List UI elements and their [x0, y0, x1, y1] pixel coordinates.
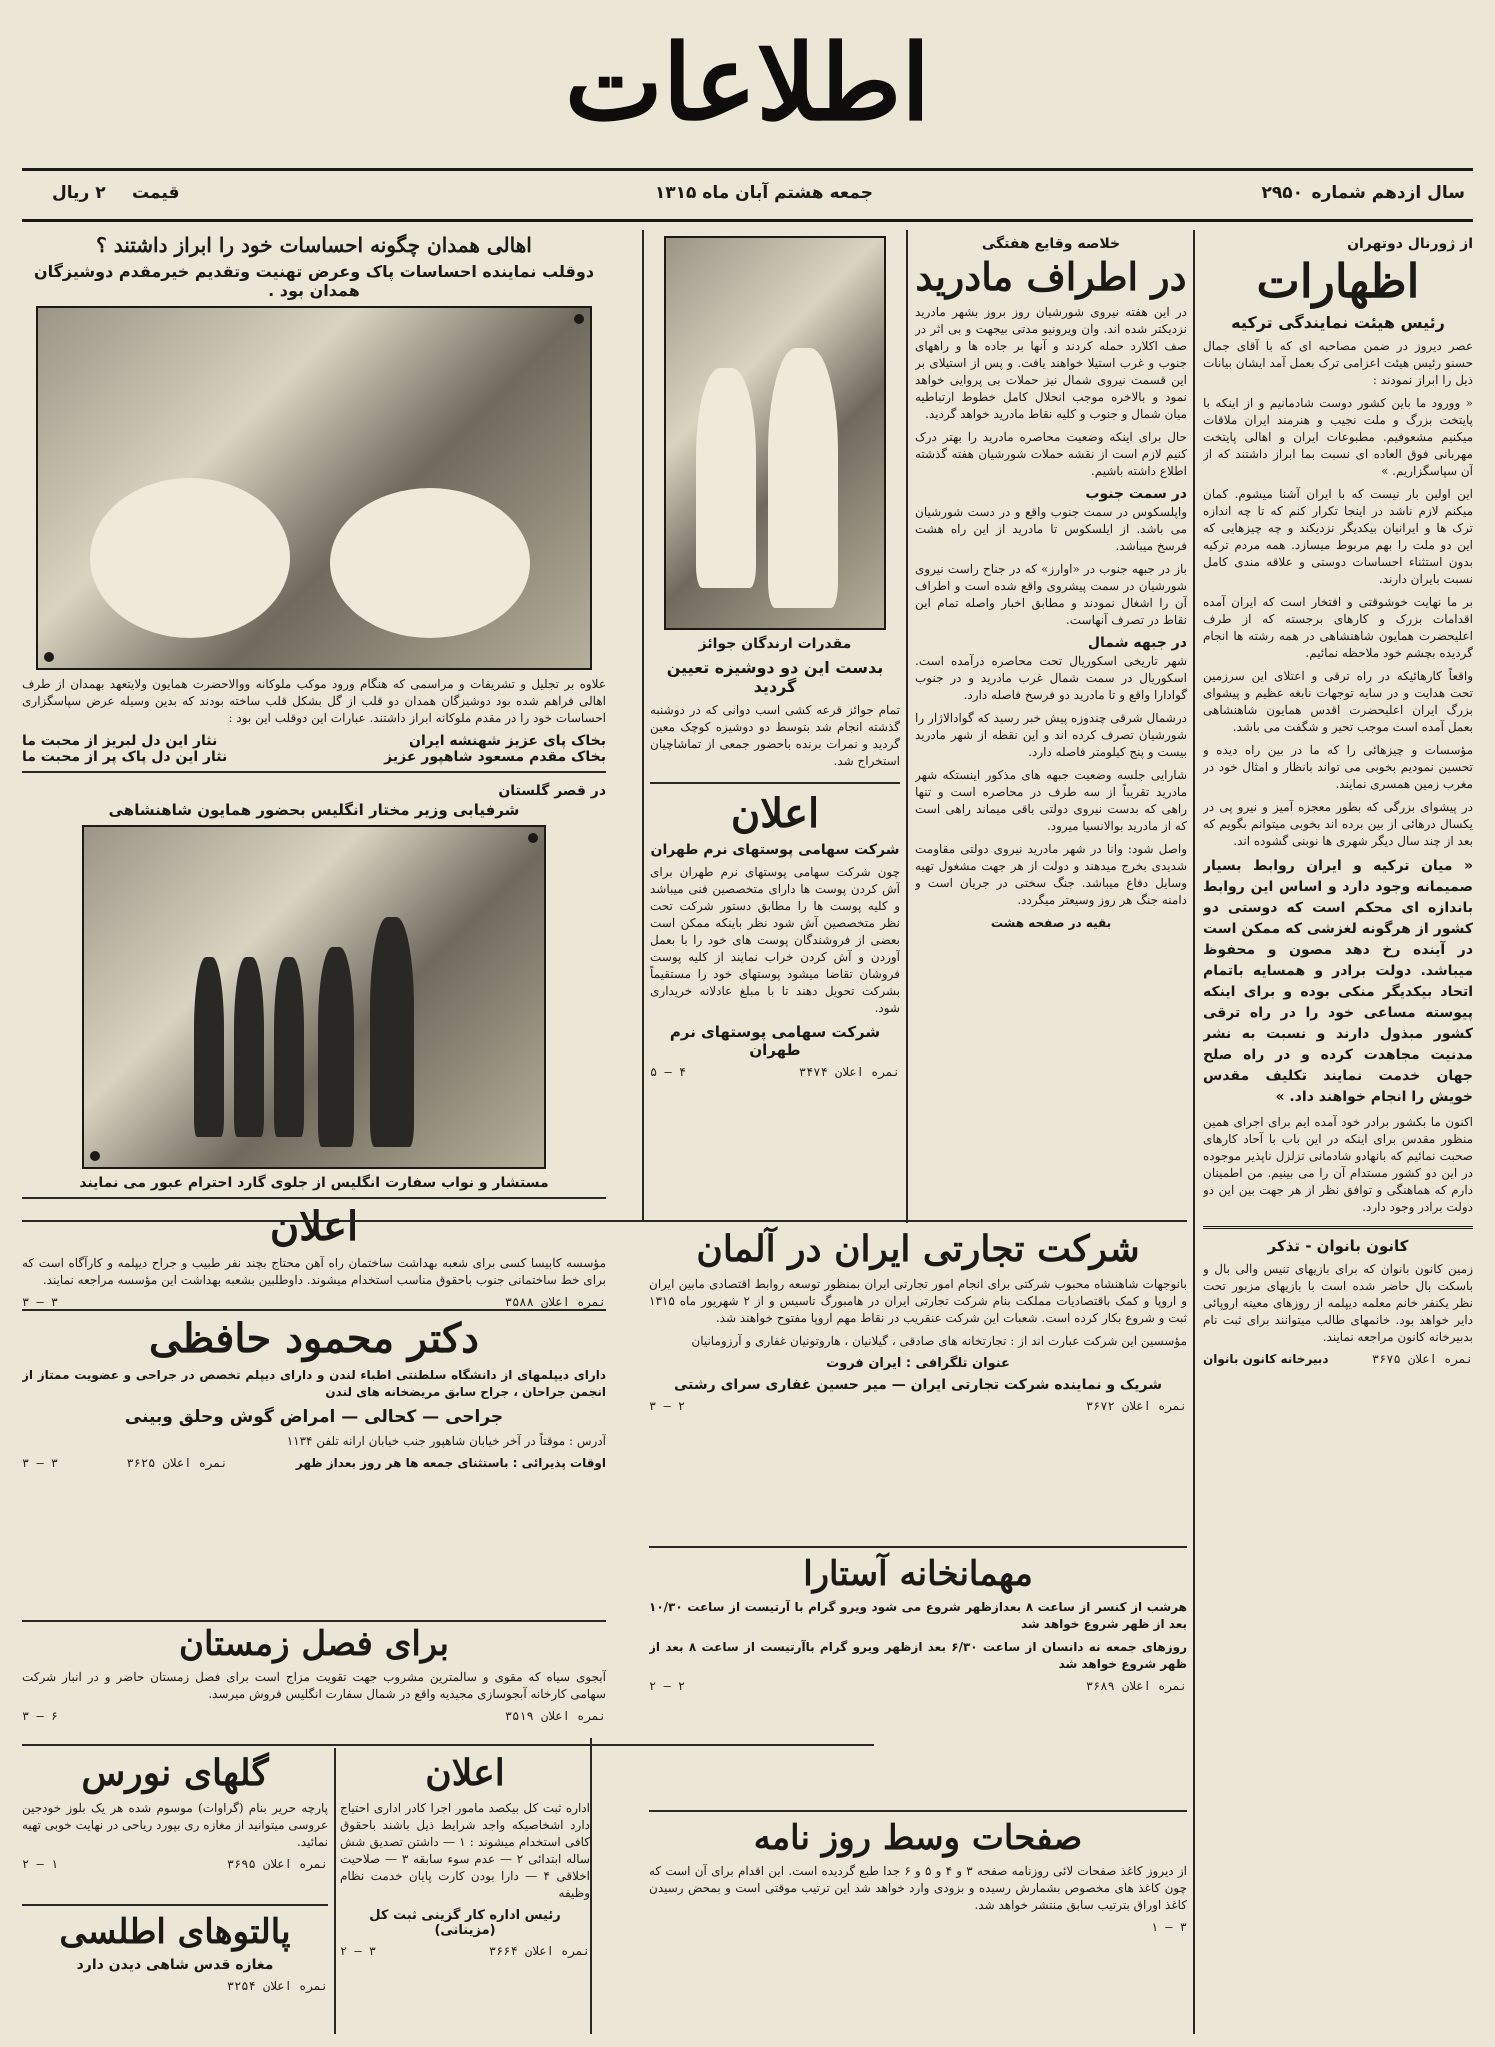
flower-heart	[90, 478, 290, 638]
coats-ad	[22, 1910, 328, 2036]
womens-club-body: زمین کانون بانوان که برای بازیهای تنیس والی بال و باسکت بال حاضر شده است با بازیهای مزبور تحت نظر یکنفر خانم معلمه دیپلمه از روزهای معینه اروپائی دایر خواهد بود. خانمهای طالب میتوانند برای ثبت نام بدبیرخانه کانون مراجعه نمایند.	[1203, 1261, 1473, 1344]
golestan-kicker: در قصر گلستان	[498, 783, 606, 799]
beer-ad	[22, 1620, 606, 1742]
doctor-ad-number: نمره اعلان ۳۶۲۵	[126, 1456, 228, 1470]
madrid-paragraph: شارایی جلسه وضعیت جبهه های مذکور اینستکه شهر مادرید تقریباً از سه طرف در محاصره است و تنها راهی که بدست نیروی دولتی باقی میماند راهی است که از مادرید بوالانسیا میرود.	[915, 767, 1187, 833]
officer-figure	[370, 917, 414, 1147]
doctor-ad-address: آدرس : موقتاً در آخر خیابان شاهپور جنب خیابان ارانه تلفن ۱۱۳۴	[286, 1434, 606, 1448]
verse-line: بخاک مقدم مسعود شاهپور عزیز	[384, 749, 606, 765]
hamedan-body: علاوه بر تجلیل و تشریفات و مراسمی که هنگام ورود موکب ملوکانه ووالاحضرت همایون ولایتعهد بهمدان از طرف اهالی فراهم شده بود دوشیزگان همدان دو قلب از گل بشکل قلب ساخته بودند که بدین وسیله عرض سپاسگزاری احساسات خود را در مقدم ملوکانه ابراز داشتند. عبارات این دوقلب این بود :	[22, 677, 606, 725]
embassy-caption: مستشار و نواب سفارت انگلیس از جلوی گارد احترام عبور می نمایند	[79, 1175, 549, 1191]
madrid-subhead-north: در جبهه شمال	[1087, 634, 1187, 651]
beer-ad-number: نمره اعلان ۳۵۱۹	[504, 1709, 606, 1724]
girl-figure	[768, 348, 838, 608]
coats-ad-sub: مغازه قدس شاهی دیدن دارد	[76, 1957, 274, 1974]
beer-ad-body: آبجوی سیاه که مقوی و سالمترین مشروب جهت تقویت مزاج است برای فصل زمستان حاضر و در انبار شرکت سهامی کارخانه آبجوسازی مجیدیه واقع در شمال سفارت انگلیس فروش میرسد.	[22, 1670, 606, 1702]
flowers-ad-title: گلهای نورس	[81, 1752, 269, 1794]
germany-number: نمره اعلان ۳۶۷۲	[1085, 1398, 1187, 1413]
middle-pages-count: ۳ — ۱	[1150, 1920, 1187, 1935]
interview-paragraph: « وورود ما باین کشور دوست شادمانیم و از اینکه با پایتخت بزرگ و ملت نجیب و هنرمند ایران ملاقات میکنیم مشعوفیم. مطبوعات ایران و اهالی پایتخت مهربانی فوق العاده ای نسبت بما ابراز داشتند که از آن سپاسگزاریم. »	[1203, 395, 1473, 478]
madrid-paragraph: درشمال شرقی چندوزه پیش خبر رسید که گوادالاژار را شورشیان تصرف کرده اند و این نقطه از شهر مادرید بیست و پنج کیلومتر فاصله دارد.	[915, 710, 1187, 759]
column-rule	[642, 230, 644, 1220]
column-madrid	[915, 230, 1187, 1220]
registration-ad	[340, 1750, 590, 2036]
germany-count: ۲ — ۳	[649, 1398, 686, 1413]
interview-headline: اظهارات	[1256, 254, 1420, 308]
germany-body: بانوجهات شاهنشاه محبوب شرکتی برای انجام امور تجارتی ایران بمنظور توسعه روابط اقتصادی مابین ایران و اروپا و کمک باقتصادیات مملکت بنام شرکت تجارتی ایران در هامبورگ تاسیس و از ۲ شهریور ماه ۱۳۱۵ ثبت و شروع بکار کرده است. شعبات این شرکت عنقریب در نقاط مهم اروپا مفتوح خواهند شد.	[649, 1276, 1187, 1325]
middle-pages-notice	[649, 1816, 1187, 2036]
girls-photo	[664, 236, 886, 630]
leather-ad-title: اعلان	[730, 790, 820, 837]
interview-paragraph: این اولین بار نیست که با ایران آشنا میشوم. کمان میکنم لازم ناشد در اینجا تکرار کنم که تا چه اندازه ترک ها و ایرانیان بیکدیگر نزدیکند و چه چیزهایی که این دو ملت را بهم مربوط میسازد. همه مردم ترکیه بدون استثناء احساسات دوستی و علاقه مندی کامل نسبت بایران دارند.	[1203, 486, 1473, 586]
interview-paragraph: در پیشوای بزرگی که بطور معجزه آمیز و نیرو پی در یکسال درهائی از بین برده اند بخوبی میتوانم بگویم که بعد از چند سال دیگر شهری ها نوبنی گشوده اند.	[1203, 799, 1473, 848]
madrid-headline: در اطراف مادرید	[915, 254, 1187, 299]
horizontal-rule	[22, 1904, 328, 1906]
womens-club-notice	[1203, 1226, 1473, 1366]
interview-quote: « میان ترکیه و ایران روابط بسیار صمیمانه وجود دارد و اساس این روابط باندازه ای محکم است که دوستی دو کشور از هرگونه لغزشی که ممکن است در آینده رخ دهد مصون و محفوظ میباشد. دولت برادر و همسایه باتمام اتحاد بیکدیگر منکی بوده و برای اینکه پیوسته مساعی خود را در راه ترقی کشور مبذول دارند و نسبت به نشر مدنیت مجاهدت کرده و در راه صلح جهان خدمت نمایند تکلیف مقدس خویش را انجام خواهند داد. »	[1203, 857, 1473, 1105]
column-rule	[906, 230, 908, 1223]
germany-company-ad	[649, 1226, 1187, 1542]
registration-ad-body: اداره ثبت کل بیکصد مامور اجرا کادر اداری احتیاج دارد اشخاصیکه واجد شرایط ذیل باشند باحقوق کافی استخدام میشوند : ۱ — داشتن تصدیق شش ساله ابتدائی ۲ — عدم سوء سابقه ۳ — صلاحیت اخلاقی ۴ — دارا بودن کارت پایان خدمت نظام وظیفه	[340, 1800, 590, 1900]
coats-ad-number: نمره اعلان ۳۲۵۴	[226, 1979, 328, 1994]
lottery-caption: مقدرات ارندگان جوائز	[698, 636, 852, 652]
issue-date: جمعه هشتم آبان ماه ۱۳۱۵	[654, 183, 873, 203]
column-hamedan	[22, 230, 606, 1738]
column-rule	[334, 1748, 336, 2034]
price-label: قیمت	[132, 183, 180, 203]
madrid-paragraph: شهر تاریخی اسکوریال تحت محاصره درآمده است. اسکوریال در سمت شمال غرب مادرید و در جنوب گوادارا واقع و تا مادرید دو فرسخ فاصله دارد.	[915, 653, 1187, 702]
medical-job-ad-number: نمره اعلان ۳۵۸۸	[504, 1295, 606, 1309]
hamedan-title: اهالی همدان چگونه احساسات خود را ابراز داشتند ؟	[96, 233, 532, 257]
registration-ad-number: نمره اعلان ۳۶۶۴	[488, 1943, 590, 1958]
leather-ad-company: شرکت سهامی پوستهای نرم طهران	[650, 842, 900, 858]
price-value: ۲ ریال	[52, 183, 106, 203]
hamedan-subtitle: دوقلب نماینده احساسات پاک وعرض تهنیت وتقدیم خیرمقدم دوشیزگان همدان بود .	[33, 262, 595, 300]
horizontal-rule	[22, 1220, 1187, 1222]
hotel-ad	[649, 1552, 1187, 1728]
interview-paragraph: واقعاً کارهائیکه در راه ترقی و اعتلای این سرزمین تحت هدایت و در سایه توجهات نابغه عظیم و پیشوای بزرگ ایران اعلیحضرت اقدس همایون شاهنشاهی بعمل آمده است موجب تحیر و شگفت می باشد.	[1203, 668, 1473, 734]
germany-sign: شریک و نماینده شرکت تجارتی ایران — میر حسین غفاری سرای رشتی	[674, 1376, 1162, 1393]
middle-pages-body: از دیروز کاغذ صفحات لائی روزنامه صفحه ۳ و ۴ و ۵ و ۶ جدا طبع گردیده است. این اقدام برای آن است که چون کاغذ های مخصوص بشمارش رسیده و بزودی وارد خواهد شد این ترتیب موقتی است و بمحض رسیدن کاغذ اوراق بترتیب سابق منتشر خواهد شد.	[649, 1864, 1187, 1913]
doctor-ad-count: ۳ — ۳	[22, 1456, 59, 1470]
medical-job-ad-count: ۳ — ۳	[22, 1295, 59, 1309]
germany-title: شرکت تجارتی ایران در آلمان	[696, 1228, 1140, 1270]
volume-label: سال ازدهم شماره	[1311, 183, 1465, 203]
middle-pages-title: صفحات وسط روز نامه	[753, 1818, 1083, 1858]
interview-kicker: از ژورنال دوتهران	[1347, 236, 1473, 252]
madrid-paragraph: حال برای اینکه وضعیت محاصره مادرید را بهتر درک کنیم لازم است از نقشه حملات شورشیان هفته گذشته اطلاع داشته باشیم.	[915, 429, 1187, 478]
verse-line: نثار این دل پاک پر از محبت ما	[22, 749, 228, 765]
doctor-ad	[22, 1309, 606, 1470]
officer-figure	[318, 947, 354, 1147]
hotel-title: مهمانخانه آستارا	[803, 1554, 1033, 1594]
horizontal-rule	[22, 1744, 874, 1746]
germany-founders: مؤسسین این شرکت عبارت اند از : تجارتخانه های صادقی ، گیلانیان ، هاروتونیان غفاری و آرزومانیان	[691, 1333, 1187, 1348]
leather-ad	[650, 782, 900, 1079]
column-interview	[1203, 230, 1473, 2034]
golestan-title: شرفیابی وزیر مختار انگلیس بحضور همایون شاهنشاهی	[108, 801, 520, 819]
doctor-ad-body: دارای دیپلمهای از دانشگاه سلطنتی اطباء لندن و دارای دیپلم تخصص در جراحی و عضویت ممتاز از انجمن جراحان ، جراح سابق مریضخانه های لندن	[22, 1368, 606, 1399]
guard-figure	[234, 957, 264, 1137]
beer-ad-title: برای فصل زمستان	[179, 1624, 449, 1664]
doctor-ad-hours: اوقات پذیرائی : باستثنای جمعه ها هر روز بعداز ظهر	[295, 1456, 606, 1470]
hotel-friday: روزهای جمعه نه دانسان از ساعت ۶/۳۰ بعد ازظهر ویرو گرام باآرتیست از ساعت ۸ بعد از ظهر شروع خواهد شد	[649, 1640, 1187, 1672]
horizontal-rule	[649, 1810, 1187, 1812]
womens-club-title: کانون بانوان - تذکر	[1267, 1236, 1409, 1255]
verse-line: نثار این دل لبریز از محبت ما	[22, 733, 218, 749]
registration-ad-title: اعلان	[425, 1752, 505, 1794]
flowers-ad-body: پارچه حریر بنام (گراوات) موسوم شده هر یک بلوز خودجین عروسی میتوانید از مغازه ری بپورد ریاحی در نهایت خوبی تهیه نمائید.	[22, 1800, 328, 1849]
germany-telegraph: عنوان تلگرافی : ایران فروت	[826, 1355, 1010, 1371]
issue-number: ۲۹۵۰	[1261, 183, 1303, 203]
madrid-kicker: خلاصه وقایع هفتگی	[981, 236, 1121, 252]
medical-job-ad-title: اعلان	[269, 1203, 359, 1250]
doctor-ad-title: دکتر محمود حافظی	[149, 1315, 479, 1362]
madrid-subhead-south: در سمت جنوب	[1085, 485, 1187, 502]
coats-ad-title: پالتوهای اطلسی	[59, 1912, 291, 1952]
embassy-photo	[82, 825, 546, 1169]
girl-figure	[696, 368, 756, 588]
madrid-paragraph: واصل شود: وانا در شهر مادرید نیروی دولتی مقاومت شدیدی بخرج میدهند و دولت از هر جهت مشغول تهیه وسایل دفاع میباشد. جنگ سختی در جریان است و دامنه جنگ هر روز وسیعتر میگردد.	[915, 841, 1187, 907]
hotel-number: نمره اعلان ۳۶۸۹	[1085, 1679, 1187, 1694]
beer-ad-count: ۶ — ۳	[22, 1709, 59, 1724]
hotel-count: ۲ — ۲	[649, 1679, 686, 1694]
lottery-subcaption: بدست این دو دوشیزه تعیین گردید	[666, 658, 884, 696]
flowers-ad	[22, 1750, 328, 1900]
interview-paragraph: بر ما نهایت خوشوقتی و افتخار است که ایران آمده اقدامات بزرک و کارهای برجسته که از طرف اعلیحضرت همایون شاهنشاهی در همه رشته ها انجام گردیده بچشم خود ملاحظه نمائیم.	[1203, 594, 1473, 660]
womens-club-sign: دبیرخانه کانون بانوان	[1203, 1351, 1329, 1366]
flowers-ad-number: نمره اعلان ۳۶۹۵	[226, 1856, 328, 1871]
verse-line: بخاک پای عزیز شهنشه ایران	[409, 733, 606, 749]
leather-ad-number: نمره اعلان ۳۴۷۴	[798, 1065, 900, 1079]
leather-ad-sign: شرکت سهامی پوستهای نرم طهران	[669, 1023, 881, 1059]
madrid-paragraph: در این هفته نیروی شورشیان روز بروز بشهر مادرید نزدیکتر شده اند. وان ویرونیو مدتی بیجهت و بی اثر در صف اکلارد حمله کردند و آنها بر جاده ها و راههای جنوب و غرب استیلا خواهند یافت. و پس از استیلای بر این قسمت نیروی شمال نیز حملات بی پروایی خواهد نمود و بالاخره موجب انحلال کامل خطوط ارتباطیه میان شمال و جنوب و کلیه نقاط مادرید خواهد گردید.	[915, 304, 1187, 421]
madrid-paragraph: واپلسکوس در سمت جنوب واقع و در دست شورشیان می باشد. از ایلسکوس تا مادرید از این راه هشت فرسخ میباشد.	[915, 504, 1187, 553]
interview-paragraph: اکنون ما بکشور برادر خود آمده ایم برای اجرای همین منظور مقدس برای اینکه در این باب با آحاد کارهای صحبت نمائیم که بانهادو شادمانی تزلزل ناپذیر موجوده در این دو کشور مستدام آن را می بینیم. من اطمینان دارم که هماهنگی و توافق نظر از هر جهت بین این دو دولت برادر وجود دارد.	[1203, 1114, 1473, 1214]
hamedan-photo	[36, 306, 592, 670]
hotel-evening: هرشب از کنسر از ساعت ۸ بعدازظهر شروع می شود ویرو گرام با آرتیست از ساعت ۱۰/۳۰ بعد از ظهر شروع خواهد شد	[649, 1600, 1187, 1632]
registration-ad-count: ۳ — ۲	[340, 1943, 377, 1958]
column-rule	[590, 1738, 592, 2034]
guard-figure	[194, 957, 224, 1137]
registration-ad-sign: رئیس اداره کار گزینی ثبت کل (مزینانی)	[369, 1907, 561, 1938]
madrid-continued: بقیه در صفحه هشت	[990, 915, 1112, 930]
masthead	[22, 8, 1473, 158]
medical-job-ad-body: مؤسسه کابیسا کسی برای شعبه بهداشت ساختمان راه آهن محتاج بچند نفر طبیب و جراح دیپلمه و کارآگاه است که برای خط ساختمانی جنوب باحقوق مناسب استخدام میشوند. داوطلبین بشعبه بهداشت این مؤسسه مراجعه نمایند.	[22, 1256, 606, 1287]
column-rule	[1193, 230, 1195, 2034]
flowers-ad-count: ۱ — ۲	[22, 1856, 59, 1871]
flower-heart	[330, 488, 530, 638]
column-lottery	[650, 230, 900, 1220]
interview-paragraph: مؤسسات و چیزهائی را که ما در بین راه دیده و تحسین نمودیم بخوبی می تواند بانظار و امثال خود در مغرب زمین همسری نمایند.	[1203, 742, 1473, 791]
dateline	[22, 168, 1473, 222]
lottery-body: تمام جوائز قرعه کشی اسب دوانی که در دوشنبه گذشته انجام شد بتوسط دو دوشیزه کوچک معین گردید و نمرات برنده باحضور جمعی از تماشاچیان استخراج شد.	[650, 703, 900, 768]
horizontal-rule	[649, 1546, 1187, 1548]
womens-club-number: نمره اعلان ۳۶۷۵	[1371, 1351, 1473, 1366]
newspaper-title: اطلاعات	[564, 21, 931, 144]
golestan-story	[22, 771, 606, 1191]
interview-subhead: رئیس هیئت نمایندگی ترکیه	[1231, 312, 1445, 332]
guard-figure	[274, 957, 304, 1137]
interview-paragraph: عصر دیروز در ضمن مصاحبه ای که با آقای جمال حسنو رئیس هیئت اعزامی ترک بعمل آمد ایشان بیانات ذیل را ابراز نمودند :	[1203, 338, 1473, 387]
leather-ad-body: چون شرکت سهامی پوستهای نرم طهران برای آش کردن پوست ها دارای متخصصین فنی میباشد و کلیه پوست ها را مطابق دستور شرکت تحت نظر متخصصین آش شود نظر باینکه ممکن است بعضی از فروشندگان پوست های خود را با بعمل آوردن و آش کردن خراب نمایند از کلیه پوست فروشان تقاضا میشود پوستهای خود را مستقیماً بشرکت تحویل دهند تا با مبلغ عادلانه خریداری شود.	[650, 865, 900, 1015]
medical-job-ad	[22, 1197, 606, 1309]
leather-ad-count: ۴ — ۵	[650, 1065, 687, 1079]
doctor-ad-specialty: جراحی — کحالی — امراض گوش وحلق وبینی	[124, 1407, 504, 1427]
madrid-paragraph: باز در جبهه جنوب در «اوارز» که در جناح راست نیروی شورشیان در سمت پیشروی واقع شده است و اطراف آن را اشغال نمودند و مطابق اخبار واصله تمام این نقاط در تصرف آنهاست.	[915, 561, 1187, 627]
